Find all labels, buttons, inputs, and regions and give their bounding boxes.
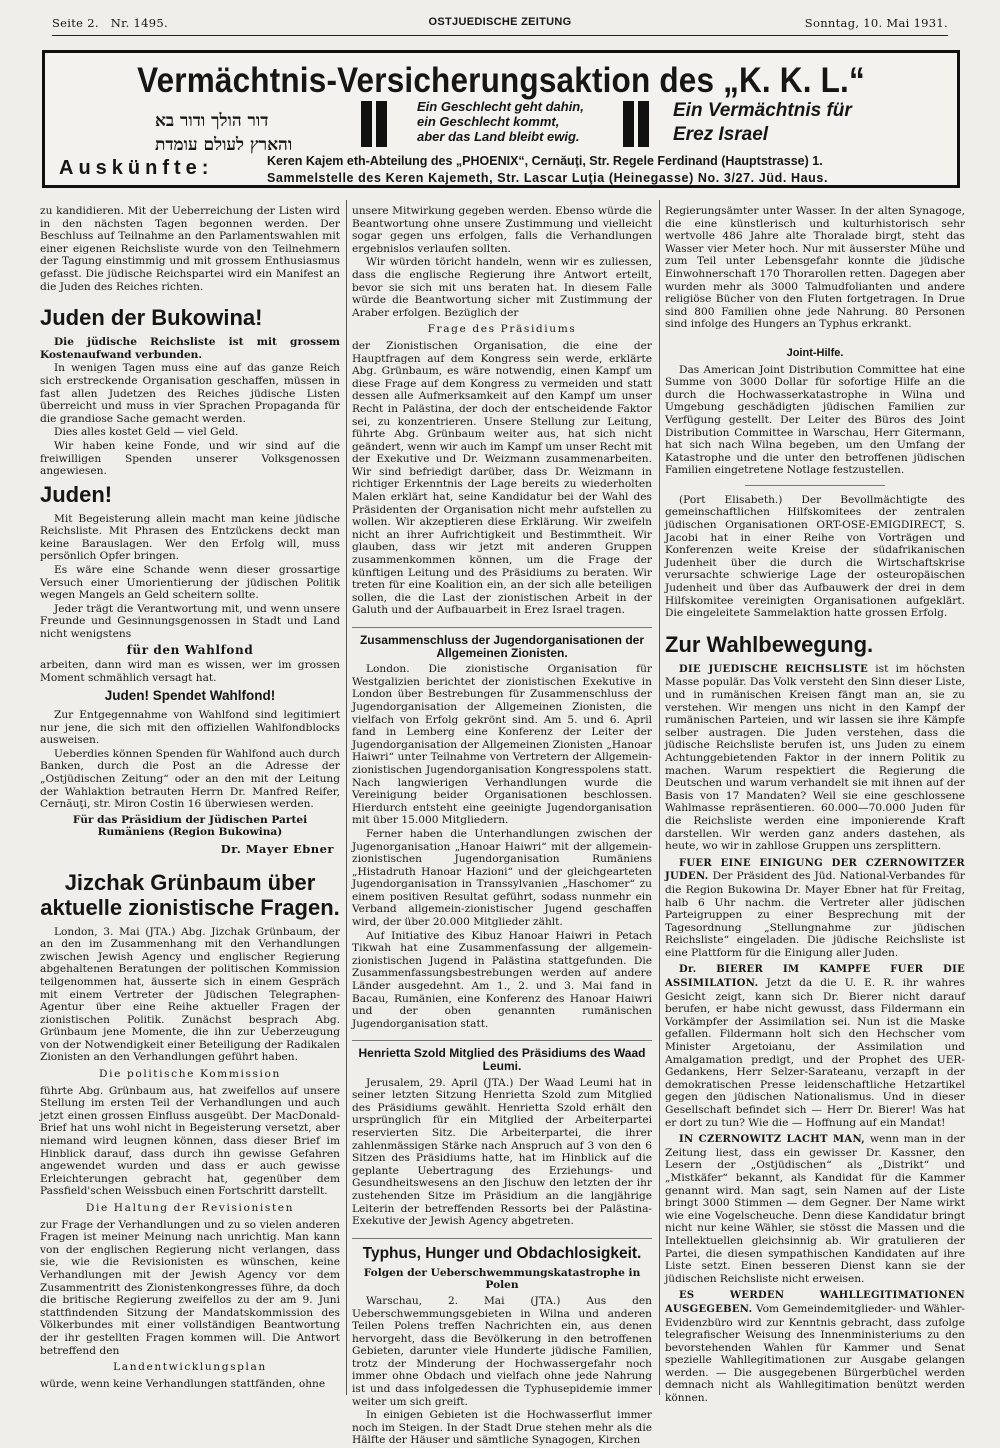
headline-juden: Juden! xyxy=(40,481,113,507)
article-paragraph: Auf Initiative des Kibuz Hanoar Haiwri in Petach Tikwah hat eine Zusammenfassung der allgemein-zionistischen Jugend in Palästina stattgefunden. Die Zusammenfassungsbestrebungen werden auf andere Länder ausgedehnt. Am 1., 2. und 3. Mai fand in Bacau, Rumänien, eine Konferenz des Hanoar Haiwri und der oben genannten rumänischen Jugendorganisation statt. xyxy=(352,929,652,1030)
signature-organization: Für das Präsidium der Jüdischen Partei Rumäniens (Region Bukowina) xyxy=(72,813,308,839)
headline-joint-hilfe: Joint-Hilfe. xyxy=(786,346,844,359)
article-paragraph: zur Frage der Verhandlungen und zu so vielen anderen Fragen ist meiner Meinung nach unrichtig. Man kann von der englischen Regierung nicht verlangen, dass sie, wie die Revisionisten es wünschen, keine Verhandlungen mit der Jewish Agency vor dem Zusammentritt des Zionistenkongresses führe, da doch die britische Regierung zweifellos zu der am 9. Juni stattfindenden Sitzung der Mandatskommission des Völkerbundes mit einer vollständigen Beantwortung der ihr gestellten Fragen kommen will. Die Antwort betreffend den xyxy=(40,1218,340,1357)
article-paragraph: der Zionistischen Organisation, die eine der Hauptfragen auf dem Kongress sein werde, erklärte Abg. Grünbaum, es wäre notwendig, einen Kampf um diese Frage auf dem Kongress zu vermeiden und statt dessen alle Aufmerksamkeit auf den Kampf um unser Recht in Palästina, der doch der entscheidende Faktor sei, zu konzentrieren. Unsere Stellung zur Leitung, führte Abg. Grünbaum weiter aus, hat sich nicht geändert, wenn wir auch im Kampf um unser Recht mit der Exekutive und Dr. Weizmann zusammenarbeiten. Wir sind befriedigt darüber, dass Dr. Weizmann in richtiger Erkenntnis der Lage bereits zu wiederholten Malen erklärt hat, seine Kandidatur bei der Wahl des Präsidenten der Organisation nicht mehr aufstellen zu wollen. Wir akzeptieren diese Erklärung. Wir zweifeln nicht an ihrer Aufrichtigkeit und Bestimmtheit. Wir glauben, dass wir jetzt mit anderen Gruppen zusammenkommen können, um die Frage der künftigen Leitung und des Präsidiums zu beraten. Wir treten für eine Koalition ein, an der sich alle beteiligen sollen, die die Last der zionistischen Arbeit in der Galuth und der Aufbauarbeit in Erez Israel tragen. xyxy=(352,339,652,617)
article-paragraph xyxy=(665,963,965,1129)
page-header xyxy=(52,14,948,36)
article-paragraph: (Port Elisabeth.) Der Bevollmächtigte des gemeinschaftlichen Hilfskomitees der zentralen jüdischen Organisationen ORT-OSE-EMIGDIRECT, S. Jacobi hat in einer Reihe von Vorträgen und Konferenzen weite Kreise der südafrikanischen Judenheit über die durch die Wirtschaftskrise verursachte schwierige Lage der osteuropäischen Judenheit und über das Aufbauwerk der drei in dem Hilfskomitee vereinigten Organisationen aufgeklärt. Die eingeleitete Sammelaktion hatte grossen Erfolg. xyxy=(665,493,965,620)
ad-info-line: Keren Kajem eth-Abteilung des „PHOENIX“, Cernăuţi, Str. Regele Ferdinand (Hauptstrasse) 1. xyxy=(267,154,823,168)
subheading-typhus: Folgen der Ueberschwemmungskatastrophe in Polen xyxy=(363,1266,641,1292)
column-1 xyxy=(40,205,340,1391)
paragraph-body: Jetzt da die U. E. R. ihr wahres Gesicht zeigt, kann sich Dr. Bierer nicht darauf berufen, er habe nicht gewusst, dass Fildermann ein Vorkämpfer der Assimilation sei. Nun ist die Maske gefallen. Fildermann holt sich den Hechscher vom Minister Argetoianu, der Assimilation und Amalgamation predigt, und der Prophet des UER-Gedankens, Herr Selzer-Sarateanu, verzapft in der demokratischen Presse leidenschaftliche Hetzartikel gegen den jüdischen Nationalismus. Und in dieser Gesellschaft befindet sich — Herr Dr. Bierer! Was hat er dort zu tun? Wie die — Hoffnung auf ein Mandat! xyxy=(665,977,965,1129)
paragraph-lead: IN CZERNOWITZ LACHT MAN, xyxy=(679,1134,866,1146)
article-paragraph: In wenigen Tagen muss eine auf das ganze Reich sich erstreckende Organisation geschaffen, müssen in fast allen Judetzen des Reiches jüdische Listen überreicht und muss in vier Sprachen Propaganda für die grandiose Sache gemacht werden. xyxy=(40,362,340,425)
article-paragraph: Es wäre eine Schande wenn dieser grossartige Versuch einer Umorientierung der jüdischen Politik wegen Mangels an Geld scheitern sollte. xyxy=(40,564,340,602)
page-issue: Seite 2. Nr. 1495. xyxy=(52,16,168,30)
article-paragraph xyxy=(665,1133,965,1285)
article-paragraph: Jerusalem, 29. April (JTA.) Der Waad Leumi hat in seiner letzten Sitzung Henrietta Szold zum Mitglied des Präsidiums gewählt. Henrietta Szold erhält den ursprünglich für ein Mitglied der Arbeiterpartei reservierten Sitz. Die Arbeiterpartei, die ihrer zahlenmässigen Stärke nach Anspruch auf 3 von den 6 Sitzen des Präsidiums hatte, hat im Hinblick auf die geplante Uebertragung des Erziehungs- und Gesundheitswesens an den Jischuw den letzten der ihr zustehenden Sitze im Präsidium an die langjährige Leiterin der betreffenden Ressorts bei der Palästina-Exekutive der Jewish Agency abgetreten. xyxy=(352,1076,652,1228)
article-paragraph: Zur Entgegennahme von Wahlfond sind legitimiert nur jene, die sich mit den offiziellen Wahlfondblocks ausweisen. xyxy=(40,709,340,747)
article-paragraph: Die jüdische Reichsliste ist mit grossem Kostenaufwand verbunden. xyxy=(40,336,340,361)
ad-hebrew-line-1: דור הולך ודור בא xyxy=(155,111,269,131)
article-paragraph: Wir haben keine Fonde, und wir sind auf die freiwilligen Spenden unserer Volksgenossen angewiesen. xyxy=(40,439,340,478)
ad-legacy-line: Ein Vermächtnis für xyxy=(673,100,852,121)
subheading: Landentwicklungsplan xyxy=(113,1361,267,1374)
ad-info-addresses xyxy=(267,153,828,187)
headline-jugendorganisationen: Zusammenschluss der Jugendorganisationen der Allgemeinen Zionisten. xyxy=(352,627,652,659)
article-paragraph: Jeder trägt die Verantwortung mit, und wenn unsere Freunde und Gesinnungsgenossen in Stadt und Land nicht wenigstens xyxy=(40,602,340,641)
headline-zur-wahlbewegung: Zur Wahlbewegung. xyxy=(665,631,874,657)
headline-typhus: Typhus, Hunger und Obdachlosigkeit. xyxy=(352,1238,652,1263)
article-paragraph: unsere Mitwirkung gegeben werden. Ebenso würde die Beantwortung ohne unsere Zustimmung und vielleicht sogar gegen uns erfolgen, falls die Verhandlungen ergebnislos verlaufen sollten. xyxy=(352,205,652,255)
subheading: Frage des Präsidiums xyxy=(427,323,577,336)
article-paragraph: Mit Begeisterung allein macht man keine jüdische Reichsliste. Mit Phrasen des Entzückens deckt man keine Barauslagen. Wer den Erfolg will, muss persönlich Opfer bringen. xyxy=(40,512,340,563)
article-paragraph: Ferner haben die Unterhandlungen zwischen der Jugenorganisation „Hanoar Haiwri“ mit der allgemein-zionistischen Jugendorganisation Rumäniens „Histadruth Hanoar Hazioni“ und der gleichgearteten Jugendorganisation in Transsylvanien „Haschomer“ zu einem positiven Resultat geführt, sodass nunmehr ein Verband allgemein-zionistischer Jugend geschaffen wird, der über 20.000 Mitglieder zählt. xyxy=(352,827,652,929)
article-paragraph xyxy=(665,1289,965,1404)
headline-spendet-wahlfond: Juden! Spendet Wahlfond! xyxy=(104,688,276,704)
subheading-wahlfond: für den Wahlfond xyxy=(126,642,254,657)
headline-juden-der-bukowina: Juden der Bukowina! xyxy=(40,305,263,331)
ad-hebrew-line-2: והארץ לעולם עומדת xyxy=(155,135,293,155)
article-paragraph: London, 3. Mai (JTA.) Abg. Jizchak Grünbaum, der an den im Zusammenhang mit den Verhandlungen zwischen Jewish Agency und englischer Regierung abgehaltenen Beratungen der politischen Kommission teilgenommen hat, äusserte sich in einem Gespräch mit einem Vertreter der Jüdischen Telegraphen-Agentur über eine Reihe aktueller Fragen der zionistischen Politik. Zunächst besprach Abg. Grünbaum jene Momente, die ihn zur Ueberzeugung von der Notwendigkeit einer Beteiligung der Radikalen Zionisten an den Verhandlungen geführt haben. xyxy=(40,925,340,1064)
article-paragraph xyxy=(665,857,965,960)
article-paragraph: arbeiten, dann wird man es wissen, wer im grossen Moment schmählich versagt hat. xyxy=(40,659,340,684)
paragraph-body: wenn man in der Zeitung liest, dass ein gewisser Dr. Kassner, den Lesern der „Ostjüdischen“ als „Distrikt“ und „Mistkäfer“ bekannt, als Kandidat für die Kammer genannt wird. Man sagt, sein Namen auf der Liste bringt 3000 Stimmen — dem Gegner. Der Name wirkt wie eine Vogelscheuche. Denn diese Kandidatur bringt nicht nur keine Wähler, sie stösst die Massen und die Intellektuellen gleichsinnig ab. Wir gratulieren der Partei, die diesen sympathischen Kandidaten auf ihre Liste setzt. Einen besseren Dienst kann sie der jüdischen Reichsliste nicht erweisen. xyxy=(665,1133,965,1285)
article-paragraph: führte Abg. Grünbaum aus, hat zweifellos auf unsere Stellung im ersten Teil der Verhandlungen und auch jetzt einen grossen Einfluss ausgeübt. Der MacDonald-Brief hat uns wohl nicht in Begeisterung versetzt, aber niemand wird leugnen können, dass dieser Brief im Hinblick darauf, dass durch ihn gewisse Gefahren angewendet wurden und dass er auch gewisse Erleichterungen gebracht hat, gegenüber dem Passfield'schen Weissbuch einen Fortschritt darstellt. xyxy=(40,1084,340,1198)
column-rule xyxy=(346,200,347,1395)
headline-gruenbaum: Jizchak Grünbaum über aktuelle zionistische Fragen. xyxy=(40,869,340,920)
article-paragraph: Dies alles kostet Geld — viel Geld. xyxy=(54,426,239,439)
column-2 xyxy=(352,205,652,1448)
issue-date: Sonntag, 10. Mai 1931. xyxy=(804,16,948,30)
article-paragraph: würde, wenn keine Verhandlungen stattfänden, ohne xyxy=(40,1377,326,1390)
article-paragraph: zu kandidieren. Mit der Ueberreichung der Listen wird in den nächsten Tagen begonnen werden. Der Beschluss auf Teilnahme an den Parlamentswahlen mit einer eigenen Reichsliste wurde von den Teilnehmern der Tagung einstimmig und mit grossem Enthusiasmus gefasst. Die jüdische Reichspartei wird ein Manifest an die Juden des Reiches richten. xyxy=(40,205,340,293)
article-paragraph: Das American Joint Distribution Committee hat eine Summe von 3000 Dollar für sofortige Hilfe an die durch die Hochwasserkatastrophe in Wilna und Umgebung geschädigten jüdischen Familien zur Verfügung gestellt. Der Leiter des Büros des Joint Distribution Committee in Warschau, Herr Gitermann, hat sich nach Wilna begeben, um den Umfang der Katastrophe und die unter den betroffenen jüdischen Familien eingetretene Notlage festzustellen. xyxy=(665,363,965,477)
kkl-advertisement xyxy=(42,50,960,188)
article-paragraph: Wir würden töricht handeln, wenn wir es zuliessen, dass die englische Regierung ihre Antwort erteilt, bevor sie sich mit uns beraten hat. In diesem Falle würde die Beantwortung sicher mit Zustimmung der Araber erfolgen. Bezüglich der xyxy=(352,256,652,319)
subheading: Die politische Kommission xyxy=(99,1068,281,1081)
paragraph-body: Vom Gemeindemitglieder- und Wähler-Evidenzbüro wird zur Kenntnis gebracht, dass zufolge telegrafischer Weisung des Innenministeriums zu den bevorstehenden Wahlen für Kammer und Senat spezielle Wahllegitimationen zur Ausgabe gelangen werden. — Die ausgegebenen Bürgerbüchel werden demnach nicht als Wahllegitimation benützt werden können. xyxy=(665,1302,965,1405)
ad-info-label: Auskünfte: xyxy=(59,157,214,179)
ad-ornament-bars-left xyxy=(361,101,399,147)
article-paragraph: London. Die zionistische Organisation für Westgalizien berichtet der zionistischen Exekutive in London über Bestrebungen für Zusammenschluss der Jugendorganisation der Allgemeinen Zionisten, die vielfach von Erfolg gekrönt sind. Am 5. und 6. April fand in Lemberg eine Konferenz der Leiter der Jugendorganisation der Allgemeinen Zionisten „Hanoar Haiwri“ unter Teilnahme von Vertretern der Allgemein-zionistischen Jugendorganisation Kongresspolens statt. Nach langwierigen Verhandlungen wurde die Vereinigung beider Organisationen beschlossen. Hierdurch entsteht eine geeinigte Jugendorganisation mit über 15.000 Mitgliedern. xyxy=(352,663,652,827)
separator xyxy=(745,485,885,486)
masthead: OSTJUEDISCHE ZEITUNG xyxy=(428,16,572,28)
header-rule xyxy=(52,35,948,36)
ad-info-line: Sammelstelle des Keren Kajemeth, Str. Lascar Luţia (Heinegasse) No. 3/27. Jüd. Haus. xyxy=(267,171,829,185)
paragraph-body: Der Präsident des Jüd. National-Verbandes für die Region Bukowina Dr. Mayer Ebner hat für Freitag, halb 6 Uhr nachm. die Vertreter aller jüdischen Parteigruppen zu einer Besprechung mit der Tagesordnung „Stellungnahme zur jüdischen Reichsliste“ eingeladen. Die jüdische Reichsliste ist eine Plattform für die Einigung aller Juden. xyxy=(665,870,965,959)
headline-henrietta-szold: Henrietta Szold Mitglied des Präsidiums des Waad Leumi. xyxy=(352,1040,652,1072)
ad-legacy-line: Erez Israel xyxy=(673,124,769,145)
column-3 xyxy=(665,205,965,1406)
paragraph-lead: DIE JUEDISCHE REICHSLISTE xyxy=(679,663,869,675)
ad-poem xyxy=(417,99,584,144)
subheading: Die Haltung der Revisionisten xyxy=(85,1202,295,1214)
article-paragraph: Warschau, 2. Mai (JTA.) Aus den Ueberschwemmungsgebieten in Wilna und anderen Teilen Polens treffen Nachrichten ein, aus denen hervorgeht, dass die Bevölkerung in den betroffenen Gebieten, darunter viele Hunderte jüdische Familien, trotz der Minderung der Hochwassergefahr noch immer ohne Obdach und vielfach ohne jede Nahrung ist und dass infolgedessen die Typhusepidemie immer weiter um sich greift. xyxy=(352,1294,652,1408)
paragraph-lead: FUER EINE EINIGUNG DER CZERNOWITZER JUDEN. xyxy=(665,857,965,883)
column-rule xyxy=(659,200,660,1395)
paragraph-body: ist im höchsten Masse populär. Das Volk versteht den Sinn dieser Liste, und in rumänischen Kreisen fängt man an, sie zu verstehen. Wir mengen uns nicht in den Kampf der rumänischen Parteien, und wir lassen sie ihre Kämpfe selber austragen. Die Juden verstehen, dass die jüdische Reichsliste berufen ist, uns Juden zu einem Achtunggebietenden Faktor in der innern Politik zu machen. Warum respektiert die Regierung die Deutschen und warum verhandelt sie mit ihnen auf der Basis von 17 Mandaten? Weil sie eine geschlossene Wahlmasse repräsentieren. 60.000—70.000 Juden für die Reichsliste werden eine imponierende Kraft darstellen. Wir werden ganz anders dastehen, als heute, wo wir in zahllose Gruppen uns zersplittern. xyxy=(665,662,966,853)
article-paragraph xyxy=(665,663,965,853)
ad-title: Vermächtnis-Versicherungsaktion des „K. K. L.“ xyxy=(137,61,865,100)
article-paragraph: Ueberdies können Spenden für Wahlfond auch durch Banken, durch die Post an die Adresse der „Ostjüdischen Zeitung“ oder an den mit der Leitung der Wahlaktion betrauten Herrn Dr. Manfred Reifer, Cernăuţi, str. Miron Costin 16 überwiesen werden. xyxy=(40,747,340,811)
ad-poem-line: ein Geschlecht kommt, xyxy=(417,114,560,129)
article-paragraph: In einigen Gebieten ist die Hochwasserflut immer noch im Steigen. In der Stadt Drue stehen mehr als die Hälfte der Häuser und sämtliche Synagogen, Kirchen xyxy=(352,1409,652,1447)
signature-name: Dr. Mayer Ebner xyxy=(220,841,334,856)
ad-legacy-slogan xyxy=(673,99,852,147)
article-paragraph: Regierungsämter unter Wasser. In der alten Synagoge, die eine künstlerisch und kulturhistorisch sehr wertvolle 486 Jahre alte Thoralade birgt, steht das Wasser vier Meter hoch. Nur mit äusserster Mühe und zum Teil unter Lebensgefahr konnte die jüdische Einwohnerschaft 170 Thorarollen retten. Dagegen aber wurden mehr als 3000 Talmudfolianten und andere religiöse Bücher von den Fluten fortgetragen. In Drue sind 800 Familien ohne jede Nahrung. 80 Personen sind infolge des Hungers an Typhus erkrankt. xyxy=(665,205,965,331)
ad-poem-line: Ein Geschlecht geht dahin, xyxy=(417,99,584,114)
ad-ornament-bars-right xyxy=(623,101,661,147)
ad-poem-line: aber das Land bleibt ewig. xyxy=(417,129,580,144)
paragraph-lead: ES WERDEN WAHLLEGITIMATIONEN AUSGEGEBEN. xyxy=(665,1290,965,1315)
paragraph-lead: Dr. BIERER IM KAMPFE FUER DIE ASSIMILATION. xyxy=(665,964,965,990)
